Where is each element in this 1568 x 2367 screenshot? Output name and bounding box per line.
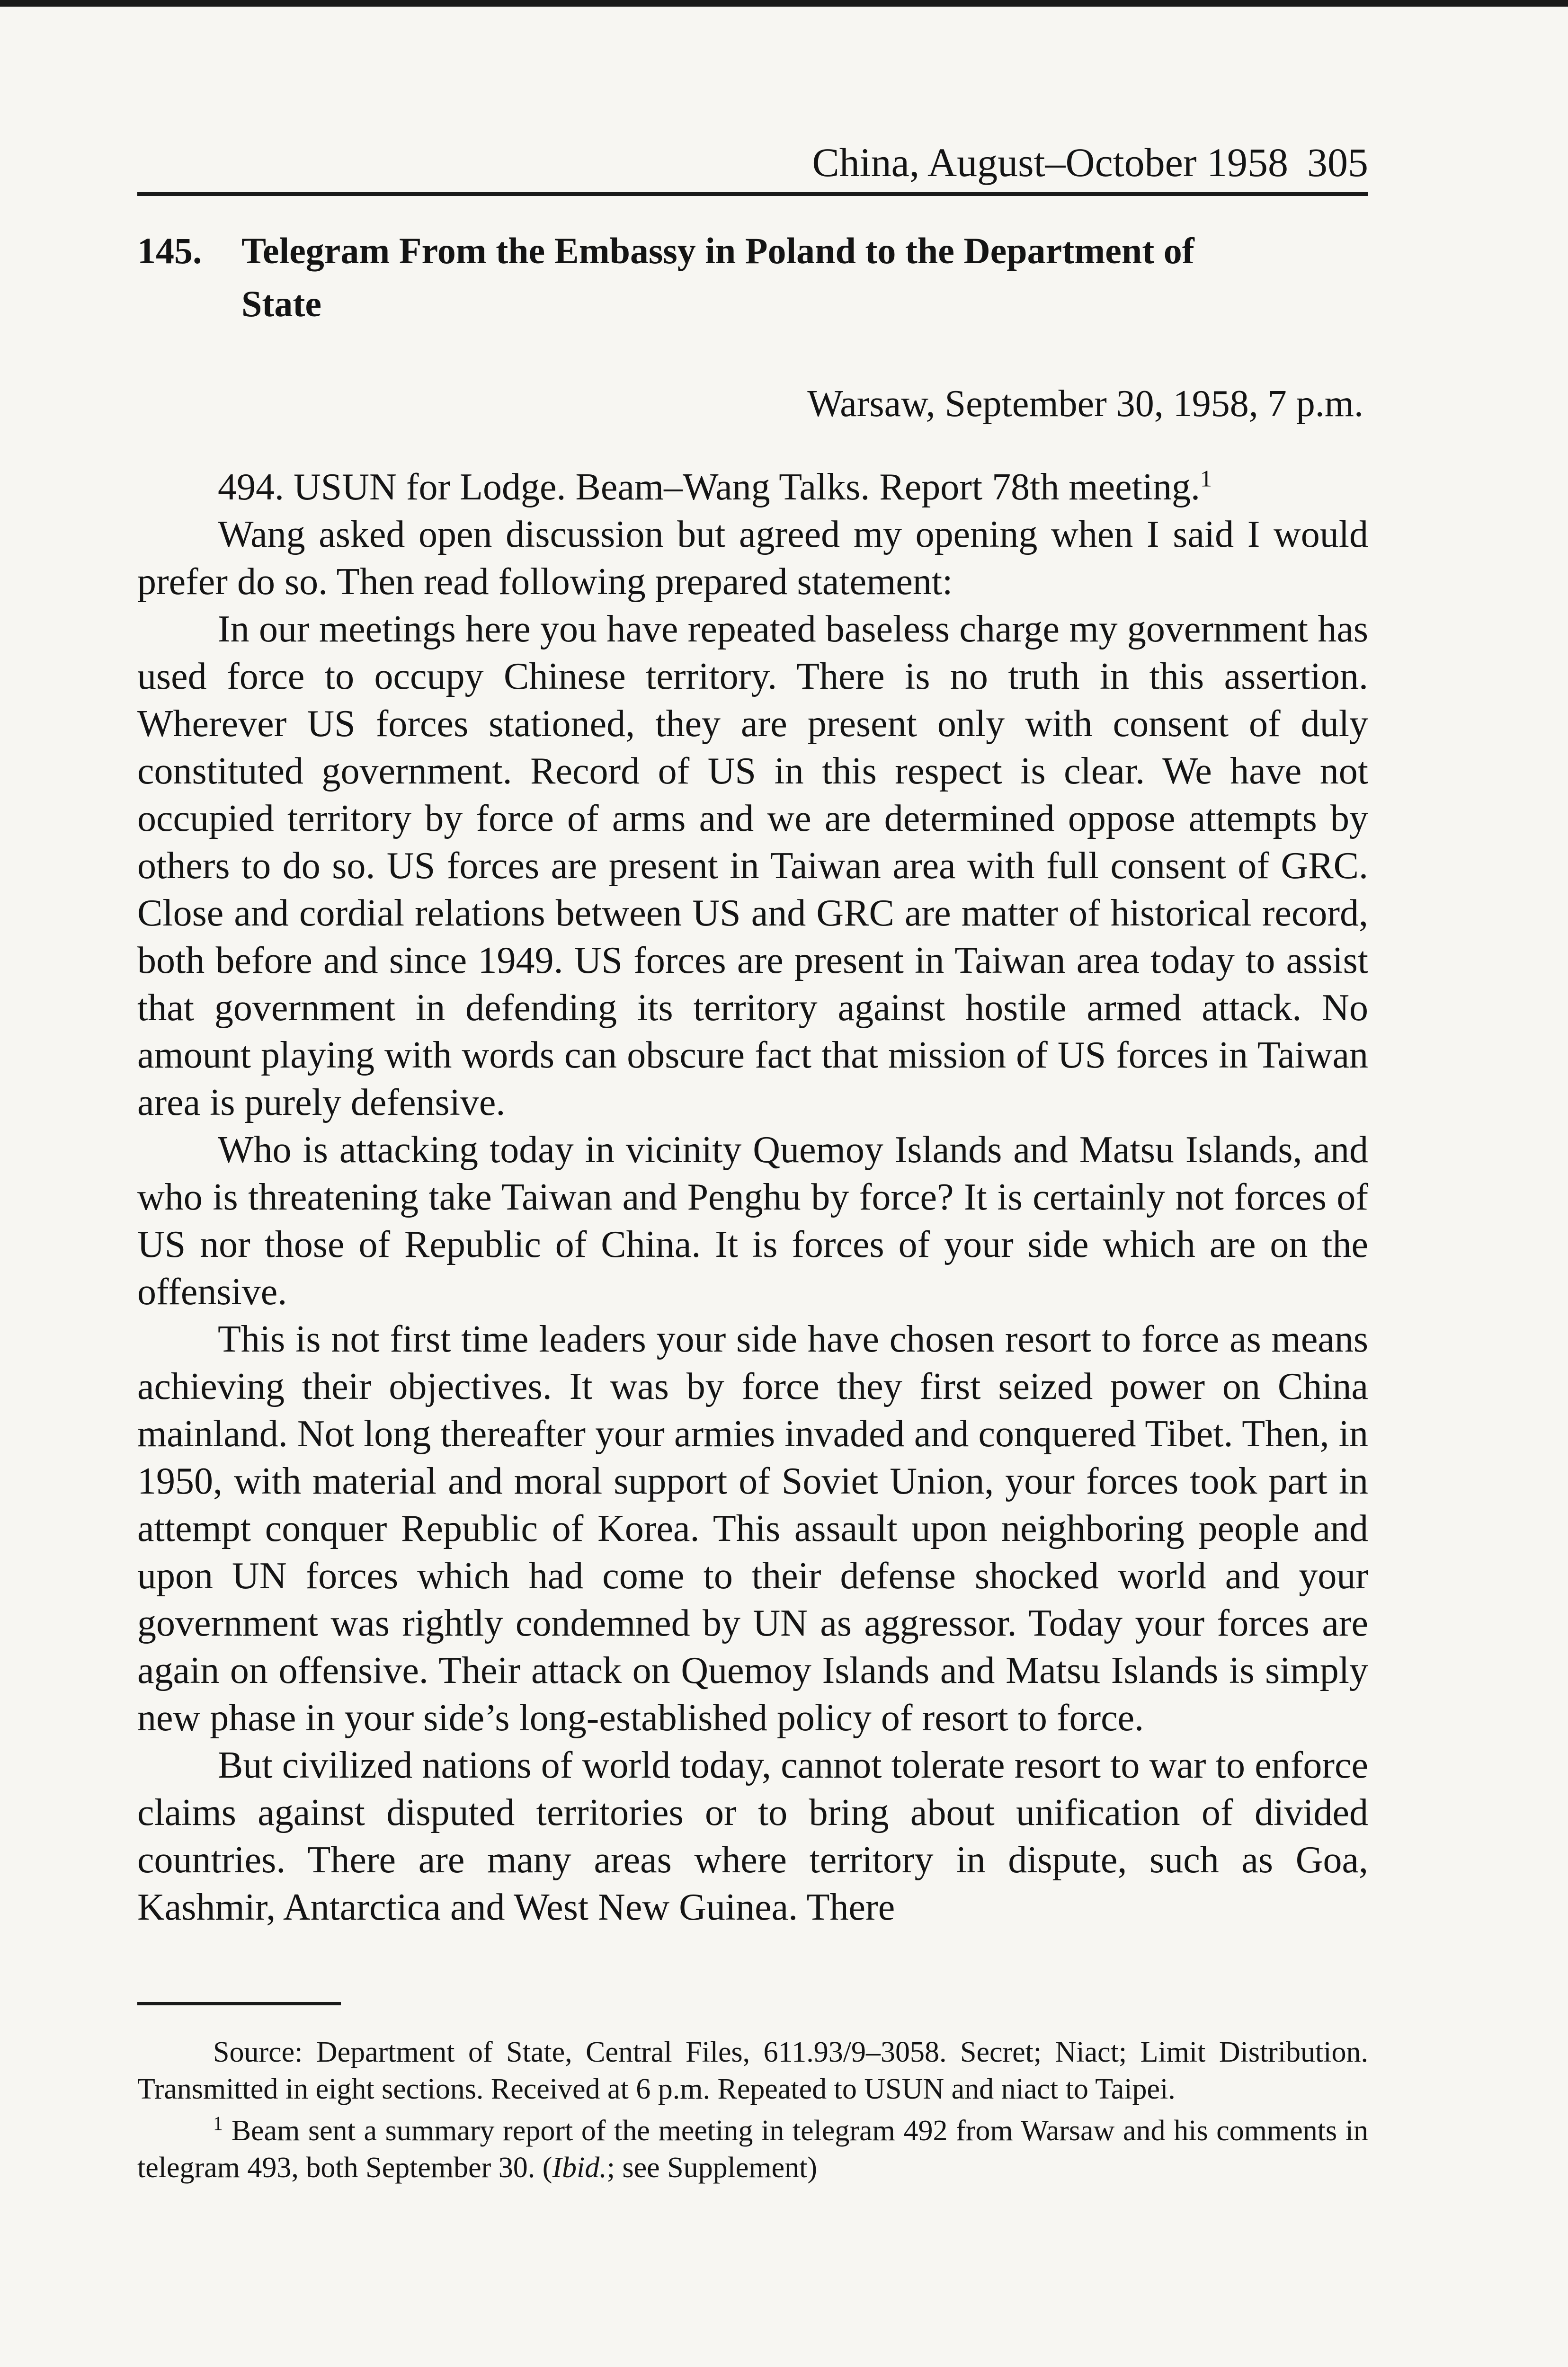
body-paragraph: Who is attacking today in vicinity Quemoy Islands and Matsu Islands, and who is threatening take Taiwan and Penghu by force? It is certainly not forces of US nor those of Republic of China. It is forces of your side which are on the offensive. <box>137 1129 1368 1313</box>
telegram-body <box>137 463 1368 1931</box>
footnote-marker: 1 <box>213 2113 223 2135</box>
document-number: 145. <box>137 230 202 271</box>
footnote-1-text-b: ; see Supplement) <box>606 2152 817 2184</box>
body-paragraph: But civilized nations of world today, cannot tolerate resort to war to enforce claims against disputed territories or to bring about unification of divided countries. There are many areas where territory in dispute, such as Goa, Kashmir, Antarctica and West New Guinea. There <box>137 1744 1368 1928</box>
document-title: Telegram From the Embassy in Poland to the Department of State <box>241 230 1194 324</box>
body-paragraph: Wang asked open discussion but agreed my opening when I said I would prefer do so. Then read following prepared statement: <box>137 514 1368 603</box>
footnote-reference: 1 <box>1200 465 1212 492</box>
footnote-1-text-a: Beam sent a summary report of the meeting in telegram 492 from Warsaw and his comments in telegram 493, both September 30. ( <box>137 2115 1369 2184</box>
body-paragraph: This is not first time leaders your side have chosen resort to force as means achieving their objectives. It was by force they first seized power on China mainland. Not long thereafter your armies invaded and conquered Tibet. Then, in 1950, with material and moral support of Soviet Union, your forces took part in attempt conquer Republic of Korea. This assault upon neighboring people and upon UN forces which had come to their defense shocked world and your government was rightly condemned by UN as aggressor. Today your forces are again on offensive. Their attack on Quemoy Islands and Matsu Islands is simply new phase in your side’s long-established policy of resort to force. <box>137 1318 1368 1739</box>
footnotes <box>137 2034 1368 2186</box>
page-number: 305 <box>1307 140 1368 185</box>
opening-paragraph <box>137 463 1368 511</box>
dateline: Warsaw, September 30, 1958, 7 p.m. <box>807 383 1363 425</box>
document-header <box>137 224 1368 330</box>
footnote-divider <box>137 2002 341 2005</box>
page-top-edge <box>0 0 1568 7</box>
running-head <box>137 142 1368 196</box>
opening-text: 494. USUN for Lodge. Beam–Wang Talks. Report 78th meeting. <box>218 466 1201 508</box>
running-head-title: China, August–October 1958 <box>812 140 1288 185</box>
footnote-1 <box>137 2112 1368 2186</box>
footnote-1-ibid: Ibid. <box>552 2152 607 2184</box>
source-note: Source: Department of State, Central Files, 611.93/9–3058. Secret; Niact; Limit Distribution. Transmitted in eight sections. Received at 6 p.m. Repeated to USUN and niact to Taipei. <box>137 2036 1368 2105</box>
document-page <box>137 142 1368 2191</box>
body-paragraph: In our meetings here you have repeated baseless charge my government has used force to occupy Chinese territory. There is no truth in this assertion. Wherever US forces stationed, they are present only with consent of duly constituted government. Record of US in this respect is clear. We have not occupied territory by force of arms and we are determined oppose attempts by others to do so. US forces are present in Taiwan area with full consent of GRC. Close and cordial relations between US and GRC are matter of historical record, both before and since 1949. US forces are present in Taiwan area today to assist that government in defending its territory against hostile armed attack. No amount playing with words can obscure fact that mission of US forces in Taiwan area is purely defensive. <box>137 608 1368 1123</box>
